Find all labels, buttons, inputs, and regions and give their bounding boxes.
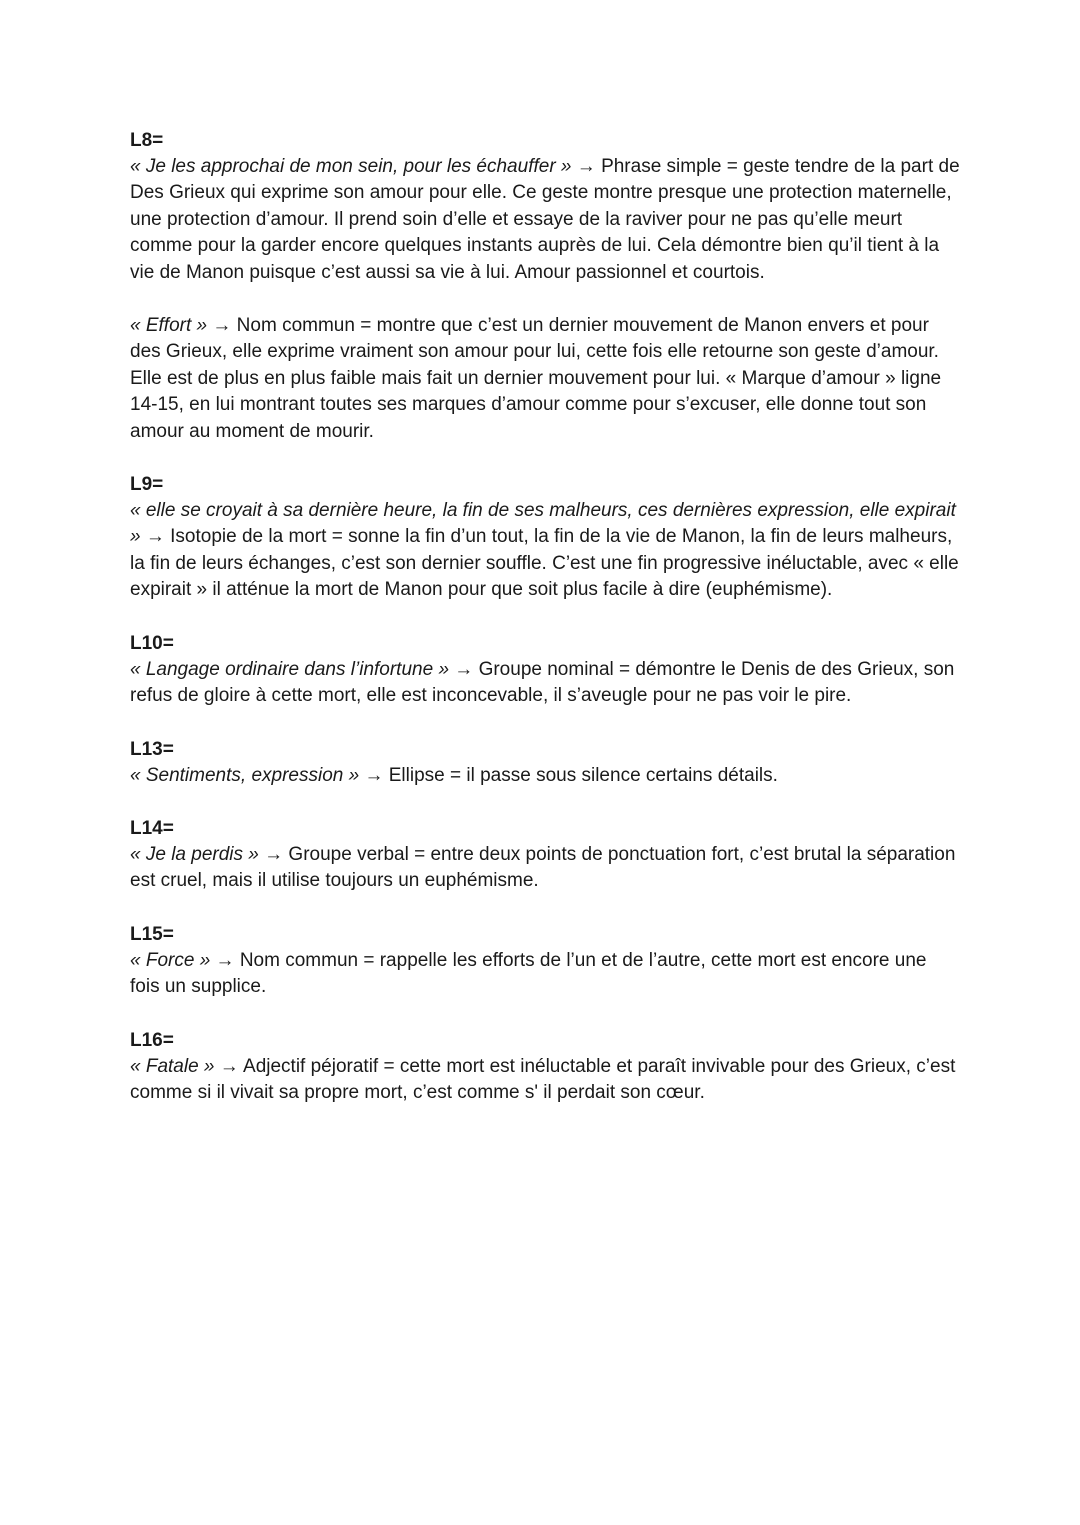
analysis-text: Phrase simple = geste tendre de la part de Des Grieux qui exprime son amour pour elle. Ce geste montre presque une protection maternelle, une protection d’amour. Il prend soin d’elle et essaye de la raviver pour ne pas qu’elle meurt comme pour la garder encore quelques instants auprès de lui. Cela démontre bien qu’il tient à la vie de Manon puisque c’est aussi sa vie à lui. Amour passionnel et courtois. <box>130 156 960 283</box>
analysis-text: Nom commun = montre que c’est un dernier mouvement de Manon envers et pour des Grieux, elle exprime vraiment son amour pour lui, cette fois elle retourne son geste d’amour. Elle est de plus en plus faible mais fait un dernier mouvement pour lui. « Marque d’amour » ligne 14-15, en lui montrant toutes ses marques d’amour comme pour s’excuser, elle donne tout son amour au moment de mourir. <box>130 315 942 442</box>
arrow-icon: → <box>215 949 235 971</box>
arrow-icon: → <box>264 843 284 865</box>
quotation: « Fatale » <box>130 1055 215 1077</box>
quotation: « Je les approchai de mon sein, pour les échauffer » <box>130 156 572 177</box>
quotation: « Langage ordinaire dans l’infortune » <box>130 658 450 680</box>
arrow-icon: → <box>219 1055 239 1077</box>
analysis-paragraph <box>130 154 960 286</box>
section-l14 <box>130 816 960 895</box>
quotation: « Effort » <box>130 315 208 337</box>
section-l16 <box>130 1028 960 1107</box>
quotation: « Je la perdis » <box>130 843 259 865</box>
analysis-paragraph <box>130 763 960 789</box>
section-l9 <box>130 472 960 604</box>
analysis-paragraph <box>130 498 960 604</box>
analysis-paragraph <box>130 948 960 1001</box>
arrow-icon: → <box>212 315 232 337</box>
section-heading: L9= <box>130 474 164 496</box>
section-heading: L14= <box>130 817 174 839</box>
section-l13 <box>130 737 960 789</box>
quotation: « Force » <box>130 949 211 971</box>
arrow-icon: → <box>454 658 474 680</box>
arrow-icon: → <box>145 526 165 548</box>
analysis-text: Nom commun = rappelle les efforts de l’un et de l’autre, cette mort est encore une fois un supplice. <box>130 949 927 998</box>
analysis-text: Groupe verbal = entre deux points de ponctuation fort, c’est brutal la séparation est cruel, mais il utilise toujours un euphémisme. <box>130 843 956 892</box>
analysis-paragraph <box>130 313 960 445</box>
document-page <box>130 128 960 1106</box>
analysis-text: Isotopie de la mort = sonne la fin d’un tout, la fin de la vie de Manon, la fin de leurs malheurs, la fin de leurs échanges, c’est son dernier souffle. C’est une fin progressive inéluctable, avec « elle expirait » il atténue la mort de Manon pour que soit plus facile à dire (euphémisme). <box>130 526 959 601</box>
quotation: « elle se croyait à sa dernière heure, la fin de ses malheurs, ces dernières expression, elle expirait » <box>130 500 956 548</box>
section-l10 <box>130 631 960 710</box>
section-heading: L8= <box>130 130 164 151</box>
section-heading: L16= <box>130 1029 174 1051</box>
analysis-text: Groupe nominal = démontre le Denis de des Grieux, son refus de gloire à cette mort, elle est inconcevable, il s’aveugle pour ne pas voir le pire. <box>130 658 955 707</box>
section-heading: L15= <box>130 923 174 945</box>
section-l15 <box>130 922 960 1001</box>
analysis-text: Ellipse = il passe sous silence certains détails. <box>388 764 778 786</box>
analysis-paragraph <box>130 1054 960 1107</box>
analysis-text: Adjectif péjoratif = cette mort est inéluctable et paraît invivable pour des Grieux, c’est comme si il vivait sa propre mort, c’est comme s' il perdait son cœur. <box>130 1055 956 1103</box>
section-heading: L10= <box>130 632 174 654</box>
analysis-paragraph <box>130 842 960 895</box>
section-heading: L13= <box>130 738 174 760</box>
section-l8 <box>130 128 960 445</box>
arrow-icon: → <box>576 156 596 177</box>
analysis-paragraph <box>130 657 960 710</box>
arrow-icon: → <box>364 764 384 786</box>
quotation: « Sentiments, expression » <box>130 764 360 786</box>
